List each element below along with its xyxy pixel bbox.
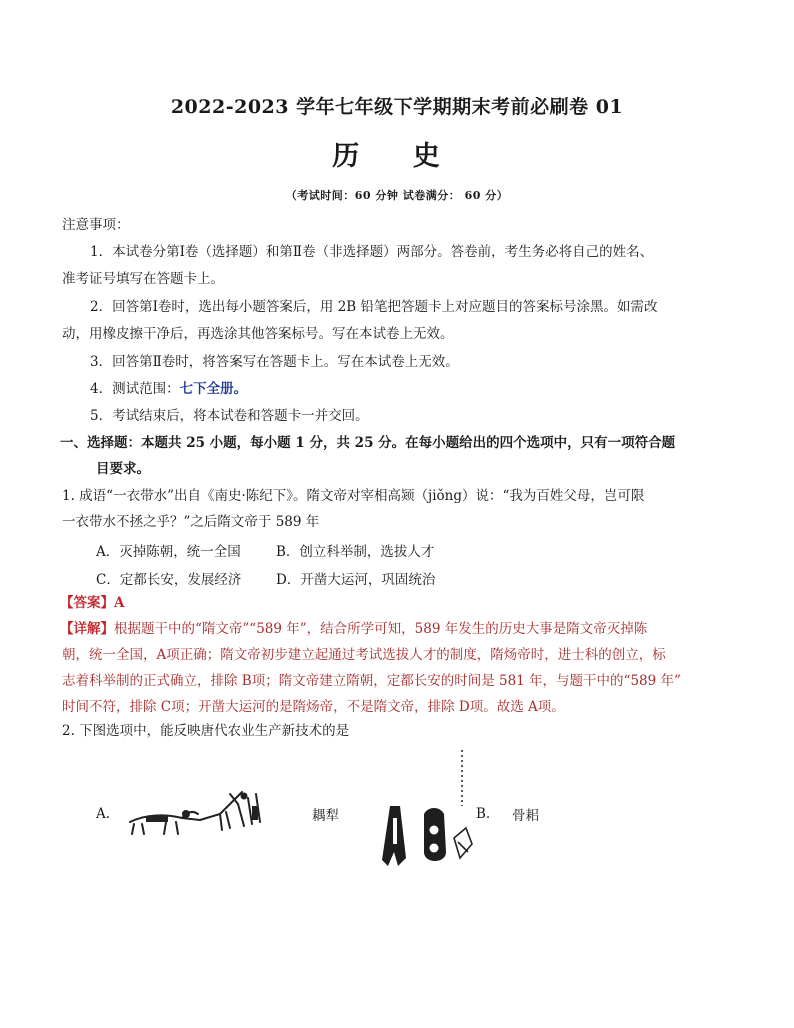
q1-stem-line2: 一衣带水不拯之乎？”之后隋文帝于 589 年 bbox=[62, 514, 320, 530]
notes-heading: 注意事项： bbox=[62, 217, 130, 233]
q1-detail-line3: 志着科举制的正式确立，排除 B项；隋文帝建立隋朝，定都长安的时间是 581 年，与题干中的“589 年” bbox=[62, 673, 681, 689]
q1-option-d: D．开凿大运河，巩固统治 bbox=[276, 572, 436, 588]
note-5: 5．考试结束后，将本试卷和答题卡一并交回。 bbox=[90, 408, 369, 424]
q2-stem: 2. 下图选项中，能反映唐代农业生产新技术的是 bbox=[62, 723, 350, 739]
note-2: 2．回答第Ⅰ卷时，选出每小题答案后，用 2B 铅笔把答题卡上对应题目的答案标号涂黑。如需改 bbox=[90, 299, 658, 315]
q1-detail-line1 bbox=[60, 620, 647, 638]
q2-option-b-letter: B. bbox=[476, 806, 491, 822]
bone-spade-image bbox=[380, 748, 476, 872]
note-1: 1．本试卷分第Ⅰ卷（选择题）和第Ⅱ卷（非选择题）两部分。答卷前，考生务必将自己的姓名、 bbox=[90, 244, 654, 260]
q1-stem-line1: 1. 成语“一衣带水”出自《南史·陈纪下》。隋文帝对宰相高颎（jiǒng）说：“我为百姓父母，岂可限 bbox=[62, 488, 645, 504]
exam-info: （考试时间：60 分钟 试卷满分： 60 分） bbox=[285, 189, 509, 202]
q1-option-b: B．创立科举制，选拔人才 bbox=[276, 544, 435, 560]
note-4 bbox=[90, 380, 247, 398]
q2-option-b-label: 骨耜 bbox=[512, 808, 539, 824]
q1-detail-label: 【详解】 bbox=[60, 621, 114, 637]
section-heading: 一、选择题：本题共 25 小题，每小题 1 分，共 25 分。在每小题给出的四个选项中，只有一项符合题 bbox=[60, 435, 676, 451]
q1-option-c: C．定都长安，发展经济 bbox=[96, 572, 242, 588]
note-3: 3．回答第Ⅱ卷时，将答案写在答题卡上。写在本试卷上无效。 bbox=[90, 354, 459, 370]
exam-title: 2022-2023 学年七年级下学期期末考前必刷卷 01 bbox=[170, 96, 624, 118]
q1-detail-line4: 时间不符，排除 C项；开凿大运河的是隋炀帝，不是隋文帝，排除 D项。故选 A项。 bbox=[62, 699, 565, 715]
ox-plough-image bbox=[126, 784, 272, 840]
q2-option-a-label: 耦犁 bbox=[312, 808, 339, 824]
q2-option-a-letter: A. bbox=[96, 806, 111, 822]
note-2-cont: 动，用橡皮擦干净后，再选涂其他答案标号。写在本试卷上无效。 bbox=[62, 326, 454, 342]
q1-answer: 【答案】A bbox=[60, 595, 125, 611]
note-4-label: 4．测试范围： bbox=[90, 381, 180, 397]
section-heading-cont: 目要求。 bbox=[96, 461, 150, 477]
note-1-cont: 准考证号填写在答题卡上。 bbox=[62, 271, 224, 287]
q1-detail-line2: 朝，统一全国，A项正确；隋文帝初步建立起通过考试选拔人才的制度，隋炀帝时，进士科的创立，标 bbox=[62, 647, 666, 663]
q1-detail-text1: 根据题干中的“隋文帝”“589 年”，结合所学可知，589 年发生的历史大事是隋文帝灭掉陈 bbox=[114, 621, 648, 637]
subject-title: 历 史 bbox=[332, 141, 462, 172]
q1-option-a: A．灭掉陈朝，统一全国 bbox=[96, 544, 241, 560]
test-scope: 七下全册。 bbox=[179, 381, 248, 397]
